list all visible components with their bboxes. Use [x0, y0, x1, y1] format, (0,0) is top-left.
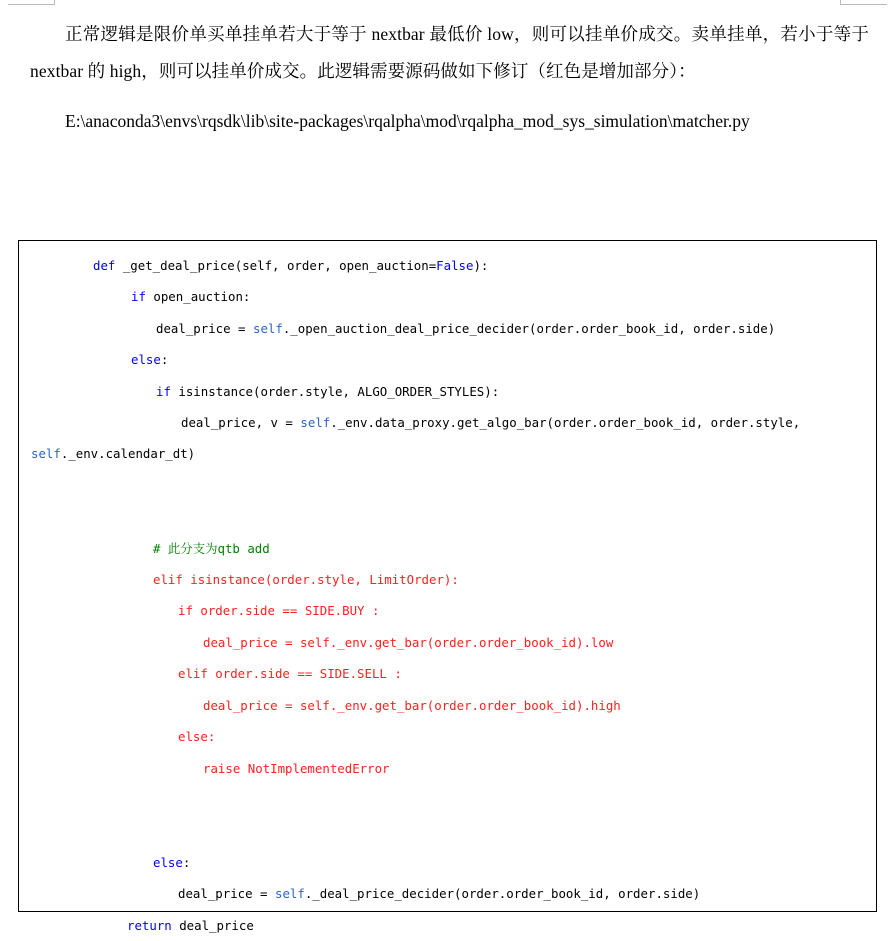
code-line	[19, 690, 876, 721]
code-line	[19, 721, 876, 752]
code-token-added: deal_price = self._env.get_bar(order.order_book_id).high	[203, 697, 621, 713]
code-token-plain: :	[160, 352, 169, 368]
code-token-self: self	[300, 415, 331, 431]
code-token-self: self	[274, 886, 305, 902]
paragraph-file-path: E:\anaconda3\envs\rqsdk\lib\site-packages\rqalpha\mod\rqalpha_mod_sys_simulation\matcher.py	[65, 111, 750, 131]
code-token-added: if order.side == SIDE.BUY :	[178, 603, 380, 619]
code-line	[19, 564, 876, 595]
code-line	[19, 878, 876, 909]
code-token-keyword: else	[153, 854, 183, 870]
code-token-plain: _get_deal_price(self, order, open_auction=	[122, 258, 437, 273]
code-token-self: self	[252, 320, 283, 336]
code-token-plain	[31, 792, 38, 807]
code-token-keyword: False	[436, 258, 474, 273]
code-line	[19, 847, 876, 878]
code-token-plain	[31, 509, 38, 524]
code-token-plain: deal_price, v =	[181, 415, 301, 431]
code-token-plain	[31, 478, 38, 493]
code-line	[19, 627, 876, 658]
code-line	[19, 344, 876, 375]
code-token-added: elif order.side == SIDE.SELL :	[178, 666, 402, 682]
paragraph-logic-description: 正常逻辑是限价单买单挂单若大于等于 nextbar 最低价 low，则可以挂单价成交。卖单挂单，若小于等于 nextbar 的 high，则可以挂单价成交。此逻辑需要源码做如下修订（红色是增加部分）：	[30, 24, 869, 81]
code-line	[19, 438, 876, 469]
code-line	[19, 753, 876, 784]
code-token-self: self	[31, 446, 61, 462]
code-line	[19, 501, 876, 532]
code-token-plain: deal_price =	[156, 320, 253, 336]
code-line	[19, 376, 876, 407]
code-token-plain	[31, 823, 38, 838]
code-token-keyword: def	[93, 258, 123, 273]
code-token-keyword: if	[131, 289, 154, 305]
code-listing-lines	[19, 241, 876, 941]
code-line	[19, 407, 876, 438]
code-line	[19, 595, 876, 626]
code-token-plain: ._env.data_proxy.get_algo_bar(order.order_book_id, order.style,	[330, 415, 801, 431]
code-token-plain: ):	[473, 258, 489, 273]
code-token-comment: # 此分支为qtb add	[153, 540, 270, 556]
code-token-added: raise NotImplementedError	[203, 760, 390, 776]
code-token-plain: open_auction:	[153, 289, 251, 305]
code-line	[19, 910, 876, 941]
code-line	[19, 470, 876, 501]
code-line	[19, 250, 876, 281]
code-token-plain: :	[182, 854, 191, 870]
code-token-keyword: else	[131, 352, 161, 368]
code-listing-box	[18, 240, 877, 933]
code-token-plain: ._open_auction_deal_price_decider(order.order_book_id, order.side)	[282, 320, 776, 336]
code-token-plain: deal_price =	[178, 886, 275, 902]
code-token-plain: isinstance(order.style, ALGO_ORDER_STYLES):	[178, 383, 500, 399]
code-line	[19, 281, 876, 312]
code-line	[19, 815, 876, 846]
code-token-plain: ._deal_price_decider(order.order_book_id, order.side)	[304, 886, 701, 902]
code-token-added: elif isinstance(order.style, LimitOrder):	[153, 572, 459, 588]
code-token-plain: deal_price	[179, 917, 254, 933]
code-token-keyword: if	[156, 383, 179, 399]
code-line	[19, 533, 876, 564]
document-body	[0, 0, 895, 140]
code-line	[19, 784, 876, 815]
code-token-added: else:	[178, 729, 216, 745]
code-token-keyword: return	[127, 917, 180, 933]
code-token-plain: ._env.calendar_dt)	[60, 446, 196, 462]
code-line	[19, 313, 876, 344]
code-token-added: deal_price = self._env.get_bar(order.order_book_id).low	[203, 634, 614, 650]
code-line	[19, 658, 876, 689]
